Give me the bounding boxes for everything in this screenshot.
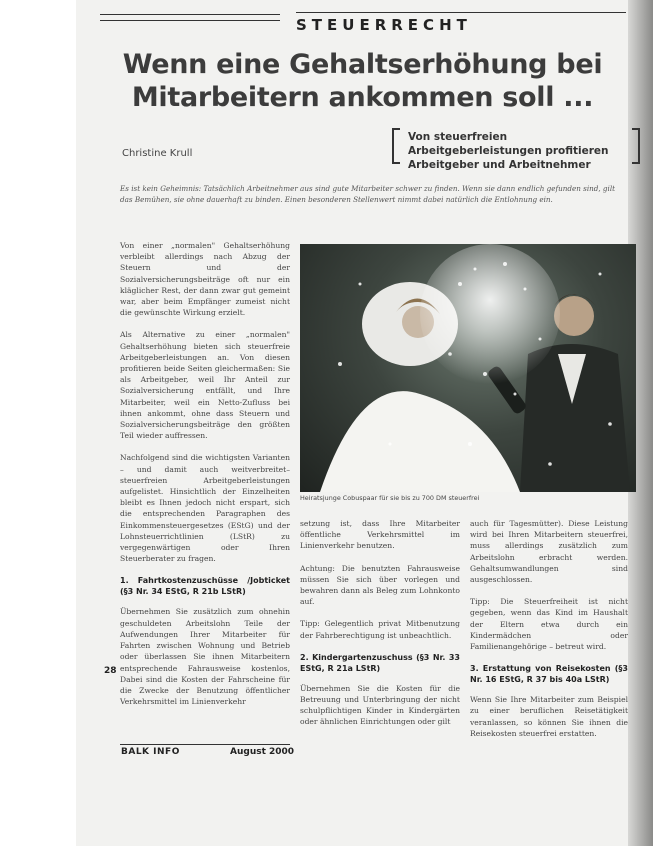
header-rule-left (100, 14, 280, 15)
article-intro: Es ist kein Geheimnis: Tatsächlich Arbeitnehmer aus sind gute Mitarbeiter schwer zu finden. Wenn sie dann endlich gefunden sind, gilt das Bemühen, sie ohne dauerhaft zu binden. Einen besonderen Stellenwert nimmt dabei natürlich die Entlohnung ein. (120, 184, 616, 204)
bride-dress (320, 391, 520, 492)
section-heading: 2. Kindergartenzuschuss (§3 Nr. 33 EStG, R 21a LStR) (300, 652, 460, 673)
photo-illustration (300, 244, 636, 492)
text-column-2 (300, 518, 460, 739)
champagne-spray (420, 244, 560, 384)
author-name: Christine Krull (122, 148, 193, 159)
paragraph: Wenn Sie Ihre Mitarbeiter zum Beispiel zu einer beruflichen Reisetätigkeit veranlassen, so können Sie ihnen die Reisekosten steuerfrei erstatten. (470, 695, 628, 738)
publication-logo: BALK INFO (121, 747, 180, 757)
text-column-3 (470, 518, 628, 750)
paragraph: setzung ist, dass Ihre Mitarbeiter öffentliche Verkehrsmittel im Linienverkehr benutzen. (300, 519, 460, 551)
section-heading: 3. Erstattung von Reisekosten (§3 Nr. 16 EStG, R 37 bis 40a LStR) (470, 664, 628, 685)
paragraph: Von einer „normalen" Gehaltserhöhung verbleibt allerdings nach Abzug der Steuern und der Sozialversicherungsbeiträge oft nur ein kläglicher Rest, der dann zwar gut gemeint war, aber beim Empfänger zumeist nicht die gewünschte Wirkung erzielt. (120, 241, 290, 318)
article-subheadline: Von steuerfreien Arbeitgeberleistungen profitieren Arbeitgeber und Arbeitnehmer (408, 131, 609, 171)
paragraph: Übernehmen Sie zusätzlich zum ohnehin geschuldeten Arbeitslohn Teile der Aufwendungen Ihrer Mitarbeiter für Fahrten zwischen Wohnung und Betrieb oder überlassen Sie ihnen Mitarbeitern entsprechende Fahrausweise kostenlos, Dabei sind die Kosten der Fahrscheine für die Zwecke der Benutzung öffentlicher Verkehrsmittel im Linienverkehr (120, 607, 290, 707)
section-heading: 1. Fahrtkostenzuschüsse /Jobticket (§3 Nr. 34 EStG, R 21b LStR) (120, 576, 290, 597)
paragraph: Tipp: Die Steuerfreiheit ist nicht gegeben, wenn das Kind im Haushalt der Eltern etwa durch ein Kindermädchen oder Familienangehörige – betreut wird. (470, 597, 628, 652)
publication-date: August 2000 (230, 747, 295, 757)
paragraph: Übernehmen Sie die Kosten für die Betreuung und Unterbringung der nicht schulpflichtigen Kinder in Kindergärten oder ähnlichen Einrichtungen oder gilt (300, 683, 460, 727)
section-label: STEUERRECHT (296, 16, 472, 34)
text-column-1 (120, 240, 290, 718)
header-rule-right (296, 12, 626, 13)
article-headline: Wenn eine Gehaltserhöhung bei Mitarbeitern ankommen soll ... (122, 49, 603, 113)
paragraph: Tipp: Gelegentlich privat Mitbenutzung der Fahrberechtigung ist unbeachtlich. (300, 619, 460, 640)
paragraph: Achtung: Die benutzten Fahrausweise müssen Sie sich über vorlegen und bewahren dann als Beleg zum Lohnkonto auf. (300, 563, 460, 607)
paragraph: Als Alternative zu einer „normalen" Gehaltserhöhung bieten sich steuerfreie Arbeitgeberleistungen an. Von diesen profitieren beide Seiten gleichermaßen: Sie als Arbeitgeber, weil Ihr Anteil zur Sozialversicherung entfällt, und Ihre Mitarbeiter, weil ein Netto-Zufluss bei ihnen ankommt, ohne dass Steuern und Sozialversicherungsbeiträge den größten Teil wieder auffressen. (120, 330, 290, 441)
paragraph: Nachfolgend sind die wichtigsten Varianten – und damit auch weitverbreitet–steuerfreien Arbeitgeberleistungen aufgelistet. Hinsichtlich der Einzelheiten bleibt es Ihnen jedoch nicht erspart, sich die entsprechenden Paragraphen des Einkommensteuergesetzes (EStG) und der Lohnsteuerrichtlinien (LStR) zu vergegenwärtigen oder Ihren Steuerberater zu fragen. (120, 453, 290, 564)
footer-rule (120, 744, 290, 745)
photo-caption: Heiratsjunge Cobuspaar für sie bis zu 700 DM steuerfrei (300, 494, 480, 502)
wedding-champagne-photo (300, 244, 636, 492)
groom-face (554, 296, 594, 336)
page-number: 28 (104, 666, 117, 676)
paragraph: auch für Tagesmütter). Diese Leistung wird bei Ihren Mitarbeitern steuerfrei, muss allerdings zusätzlich zum Arbeitslohn erbracht werden. Gehaltsumwandlungen sind ausgeschlossen. (470, 519, 628, 585)
header-rule-left-2 (100, 20, 280, 21)
